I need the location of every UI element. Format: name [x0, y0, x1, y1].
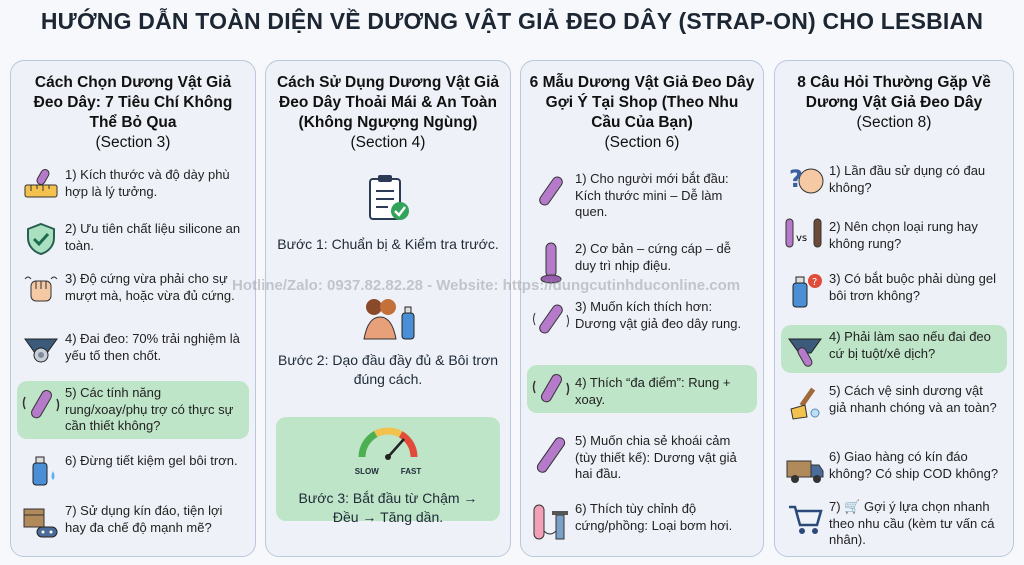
- item-text: 6) Thích tùy chỉnh độ cứng/phồng: Loại bơm hơi.: [575, 501, 733, 533]
- item-text: 7) 🛒 Gợi ý lựa chọn nhanh theo nhu cầu (kèm tư vấn cá nhân).: [829, 499, 995, 547]
- vibrate-vs-plain-icon: [781, 215, 829, 255]
- item-text: 2) Nên chọn loại rung hay không rung?: [829, 219, 978, 251]
- item-text: 1) Lần đầu sử dụng có đau không?: [829, 163, 986, 195]
- gauge-slow-label: SLOW: [354, 467, 379, 476]
- item-text: 3) Có bắt buộc phải dùng gel bôi trơn không?: [829, 271, 996, 303]
- lube-bottle-icon: [17, 453, 65, 489]
- speed-gauge-icon: [276, 425, 500, 466]
- faq-item[interactable]: [781, 271, 1007, 311]
- list-item: [527, 433, 757, 483]
- shield-check-icon: [17, 221, 65, 257]
- vs-label: vs: [796, 233, 808, 244]
- item-text: 7) Sử dụng kín đáo, tiện lợi hay đa chế độ mạnh mẽ?: [65, 503, 223, 535]
- step-3-highlighted: [276, 417, 500, 525]
- list-item: [17, 453, 249, 489]
- step-1: Bước 1: Chuẩn bị & Kiểm tra trước.: [277, 236, 499, 252]
- panel-heading: [266, 61, 510, 153]
- package-gamepad-icon: [17, 503, 65, 543]
- vibrating-toy-icon: [527, 299, 575, 343]
- item-text: 4) Đai đeo: 70% trải nghiệm là yếu tố then chốt.: [65, 331, 240, 363]
- faq-item[interactable]: [781, 383, 1007, 423]
- panel-heading: [11, 61, 255, 153]
- item-text: 1) Kích thước và độ dày phù hợp là lý tưởng.: [65, 167, 230, 199]
- item-text: 4) Thích “đa điểm”: Rung + xoay.: [575, 375, 731, 407]
- shopping-cart-icon: [781, 499, 829, 539]
- panel-title: 8 Câu Hỏi Thường Gặp Về Dương Vật Giả Đeo Dây: [797, 74, 991, 111]
- panel-choosing-criteria: [10, 60, 256, 557]
- item-text: 6) Giao hàng có kín đáo không? Có ship COD không?: [829, 449, 999, 481]
- list-item: [527, 299, 757, 343]
- faq-item[interactable]: [781, 449, 1007, 489]
- clipboard-check-icon: [364, 173, 412, 230]
- question-head-icon: [781, 159, 829, 199]
- faq-item[interactable]: [781, 215, 1007, 255]
- item-text: 2) Cơ bản – cứng cáp – dễ duy trì nhịp điệu.: [575, 241, 731, 273]
- watermark-contact: Hotline/Zalo: 0937.82.82.28 - Website: https://dungcutinhduconline.com: [232, 277, 741, 294]
- panel-suggested-models: [520, 60, 764, 557]
- item-text: 5) Các tính năng rung/xoay/phụ trợ có thực sự cần thiết không?: [65, 385, 234, 433]
- item-text: 4) Phải làm sao nếu đai đeo cứ bị tuột/xê dịch?: [829, 329, 991, 361]
- item-text: 1) Cho người mới bắt đầu: Kích thước mini – Dễ làm quen.: [575, 171, 729, 219]
- list-item: [527, 171, 757, 221]
- inflatable-pump-icon: [527, 501, 575, 545]
- panel-title: 6 Mẫu Dương Vật Giả Đeo Dây Gợi Ý Tại Shop (Theo Nhu Cầu Của Bạn): [529, 74, 755, 131]
- step-3: Bước 3: Bắt đầu từ Chậm → Đều → Tăng dần.: [298, 490, 478, 525]
- list-item: [527, 501, 757, 545]
- panel-heading: [775, 61, 1013, 133]
- faq-item-highlighted[interactable]: [781, 325, 1007, 373]
- fist-icon: [17, 271, 65, 307]
- faq-item[interactable]: [781, 159, 1007, 199]
- gauge-fast-label: FAST: [400, 467, 422, 476]
- measuring-tape-icon: [17, 167, 65, 203]
- panel-title: Cách Chọn Dương Vật Giả Đeo Dây: 7 Tiêu Chí Không Thể Bỏ Qua: [33, 74, 233, 131]
- page-title: HƯỚNG DẪN TOÀN DIỆN VỀ DƯƠNG VẬT GIẢ ĐEO DÂY (STRAP-ON) CHO LESBIAN: [40, 8, 984, 34]
- list-item-highlighted: [527, 365, 757, 413]
- list-item: [17, 221, 249, 257]
- rotating-toy-icon: [527, 369, 575, 409]
- panel-heading: [521, 61, 763, 153]
- lube-question-icon: [781, 271, 829, 311]
- section-label: (Section 8): [856, 114, 932, 131]
- section-label: (Section 3): [95, 134, 171, 151]
- svg-text:?: ?: [789, 165, 803, 193]
- section-label: (Section 6): [604, 134, 680, 151]
- harness-slip-icon: [781, 329, 829, 369]
- list-item: [17, 331, 249, 367]
- item-text: 6) Đừng tiết kiệm gel bôi trơn.: [65, 453, 238, 468]
- cleaning-brush-icon: [781, 383, 829, 423]
- panel-faq: [774, 60, 1014, 557]
- item-text: 2) Ưu tiên chất liệu silicone an toàn.: [65, 221, 241, 253]
- item-text: 5) Cách vệ sinh dương vật giả nhanh chóng và an toàn?: [829, 383, 997, 415]
- list-item-highlighted: [17, 381, 249, 439]
- panel-safe-usage: [265, 60, 511, 557]
- couple-lube-icon: [358, 293, 418, 350]
- harness-icon: [17, 331, 65, 367]
- item-text: 3) Muốn kích thích hơn: Dương vật giả đeo dây rung.: [575, 299, 742, 331]
- list-item: [17, 503, 249, 543]
- step-2: Bước 2: Dạo đầu đầy đủ & Bôi trơn đúng cách.: [278, 352, 498, 387]
- item-text: 3) Độ cứng vừa phải cho sự mượt mà, hoặc vừa đủ cứng.: [65, 271, 235, 303]
- panel-title: Cách Sử Dụng Dương Vật Giả Đeo Dây Thoải Mái & An Toàn (Không Ngượng Ngùng): [276, 74, 500, 131]
- item-text: 5) Muốn chia sẻ khoái cảm (tùy thiết kế): Dương vật giả hai đầu.: [575, 433, 737, 481]
- list-item: [17, 167, 249, 203]
- vibrating-toy-icon: [17, 385, 65, 425]
- faq-item[interactable]: [781, 499, 1007, 549]
- delivery-truck-icon: [781, 449, 829, 489]
- svg-text:?: ?: [812, 277, 818, 288]
- double-ended-toy-icon: [527, 433, 575, 477]
- list-item: [17, 271, 249, 307]
- section-label: (Section 4): [350, 134, 426, 151]
- mini-toy-icon: [527, 171, 575, 215]
